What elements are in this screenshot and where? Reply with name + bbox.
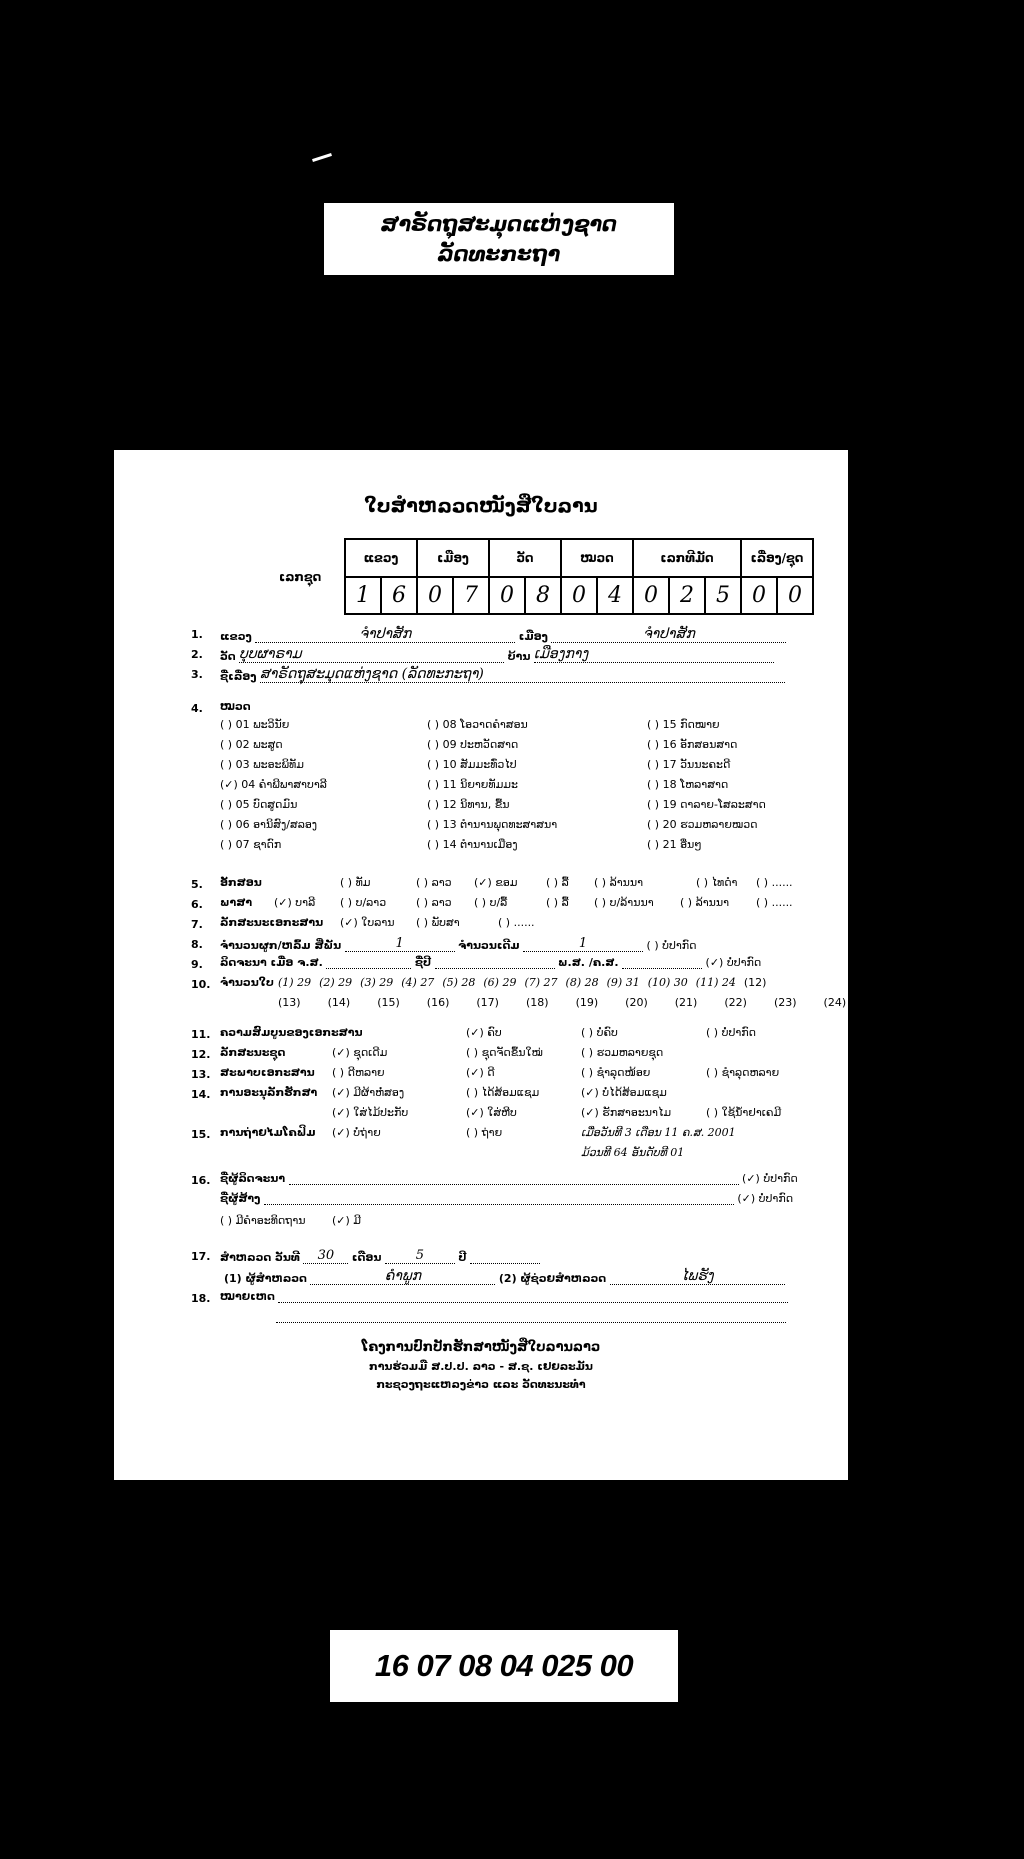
row-label: ຊື່ປີ xyxy=(414,956,432,969)
category-item: ( ) 09 ປະຫວັດສາດ xyxy=(427,738,519,751)
category-item: ( ) 01 ພະວິນັຍ xyxy=(220,718,290,731)
row-label: ຊື່ຜູ້ລິດຈະນາ xyxy=(220,1172,286,1185)
field-number: 13. xyxy=(191,1068,211,1081)
field-number: 18. xyxy=(191,1292,211,1305)
option: (✓) ບໍ່ໄດ້ສ້ອມແຊມ xyxy=(581,1086,667,1099)
field-number: 3. xyxy=(191,668,203,681)
field-number: 7. xyxy=(191,918,203,931)
row-label: ການອະນຸລັກຮັກສາ xyxy=(220,1086,318,1099)
microfilm-roll: ມ້ວນທີ 64 ອັນດັບທີ 01 xyxy=(581,1146,685,1159)
row-sponsor xyxy=(220,1192,793,1205)
page-count: (7) 27 xyxy=(524,976,558,989)
option: (✓) ມີ xyxy=(332,1214,362,1227)
top-title-line2: ລັດທະກະຖາ xyxy=(437,242,561,266)
field-number: 8. xyxy=(191,938,203,951)
page-slot: (20) xyxy=(625,996,648,1009)
option: ( ) ຖ່າຍ xyxy=(466,1126,503,1139)
code-digit: 6 xyxy=(381,577,417,614)
page-slot: (23) xyxy=(773,996,797,1009)
option: ( ) ບໍ່ປາກົດ xyxy=(646,939,697,952)
field-number: 5. xyxy=(191,878,203,891)
option: ( ) ໄດ້ສ້ອມແຊມ xyxy=(466,1086,540,1099)
category-item: ( ) 19 ດາລາຍ-ໂສລະສາດ xyxy=(647,798,766,811)
page-count: (9) 31 xyxy=(606,976,640,989)
row-label: ປີ xyxy=(458,1251,467,1264)
option: ( ) ບ/ລ້ານນາ xyxy=(594,896,654,909)
field-number: 12. xyxy=(191,1048,211,1061)
footer-line1: ໂຄງການປົກປັກຮັກສາໜັງສືໃບລານລາວ xyxy=(361,1340,601,1355)
row-label: (1) ຜູ້ສຳຫລວດ xyxy=(224,1272,307,1285)
page-count: (1) 29 xyxy=(278,976,312,989)
option: (✓) ດີ xyxy=(466,1066,495,1079)
code-header: ເມືອງ xyxy=(417,539,489,577)
field-value: ຈຳປາສັກ xyxy=(551,626,786,643)
category-item: ( ) 17 ວັນນະຄະດີ xyxy=(647,758,731,771)
page-slot: (24) xyxy=(823,996,847,1009)
row-written xyxy=(220,956,761,969)
row-label: ຈຳນວນເດີມ xyxy=(458,939,520,952)
row-label: ລິດຈະນາ ເມື່ອ ຈ.ສ. xyxy=(220,956,323,969)
top-title-label xyxy=(324,203,674,275)
remarks-line xyxy=(276,1310,786,1323)
field-number: 15. xyxy=(191,1128,211,1141)
option: ( ) ບ/ລື້ xyxy=(474,896,508,909)
category-item: ( ) 12 ນິທານ, ຂື້ນ xyxy=(427,798,510,811)
code-digit: 8 xyxy=(525,577,561,614)
microfilm-date: ເມື່ອວັນທີ 3 ເດືອນ 11 ຄ.ສ. 2001 xyxy=(581,1126,736,1139)
page-count: (11) 24 xyxy=(695,976,736,989)
code-header: ວັດ xyxy=(489,539,561,577)
code-digit: 0 xyxy=(489,577,525,614)
surveyor-name: ຄຳພູກ xyxy=(310,1268,495,1285)
page-slot: (14) xyxy=(327,996,351,1009)
category-item: ( ) 10 ສັມມະທົ່ວໄປ xyxy=(427,758,517,771)
option: ( ) ...... xyxy=(756,876,793,889)
code-digit: 0 xyxy=(741,577,777,614)
field-number: 2. xyxy=(191,648,203,661)
assistant-name: ໄພຮັງ xyxy=(610,1268,785,1285)
category-item: ( ) 14 ຕຳນານເມືອງ xyxy=(427,838,518,851)
option: ( ) ລາວ xyxy=(416,876,452,889)
option: ( ) ທັມ xyxy=(340,876,371,889)
category-item: ( ) 06 ອານິສົງ/ສລອງ xyxy=(220,818,318,831)
option: ( ) ...... xyxy=(756,896,793,909)
code-header: ແຂວງ xyxy=(345,539,417,577)
row-label: ໝາຍເຫດ xyxy=(220,1290,275,1303)
option: (✓) ບາລີ xyxy=(274,896,316,909)
page-count: (3) 29 xyxy=(360,976,394,989)
field-number: 17. xyxy=(191,1250,211,1263)
category-item: ( ) 08 ໂອວາດຄຳສອນ xyxy=(427,718,528,731)
field-title xyxy=(220,666,785,683)
field-temple xyxy=(220,646,774,663)
code-digit: 5 xyxy=(705,577,741,614)
page-count: (5) 28 xyxy=(442,976,476,989)
option: ( ) ລື້ xyxy=(546,896,569,909)
option: (✓) ບໍ່ປາກົດ xyxy=(705,956,762,969)
survey-form-sheet xyxy=(114,450,848,1480)
field-number: 10. xyxy=(191,978,211,991)
field-number: 11. xyxy=(191,1028,211,1041)
row-label: ເດືອນ xyxy=(351,1251,382,1264)
option: (✓) ຂອມ xyxy=(474,876,518,889)
page-count: (6) 29 xyxy=(483,976,517,989)
field-number: 1. xyxy=(191,628,203,641)
row-bundles xyxy=(220,936,697,952)
page-slot: (18) xyxy=(525,996,549,1009)
row-label: ສຳຫລວດ ວັນທີ xyxy=(220,1251,300,1264)
field-province xyxy=(220,626,786,643)
code-header: ເລື່ອງ/ຊຸດ xyxy=(741,539,813,577)
row-label: ລັກສະນະຊຸດ xyxy=(220,1046,286,1059)
field-label: ຊື່ເລື່ອງ xyxy=(220,670,257,683)
category-item: ( ) 11 ນິຍາຍທັມມະ xyxy=(427,778,518,791)
sheet-number-label: ເລກຊຸດ xyxy=(279,570,322,584)
row-label: ຈຳນວນໃບ xyxy=(220,976,274,989)
row-label: ພ.ສ. /ຄ.ສ. xyxy=(558,956,619,969)
option: (✓) ຄົບ xyxy=(466,1026,502,1039)
row-survey-date xyxy=(220,1248,540,1264)
code-digit: 0 xyxy=(417,577,453,614)
option: ( ) ໄທດຳ xyxy=(696,876,738,889)
row-label: ສະພາບເອກະສານ xyxy=(220,1066,315,1079)
page-slot: (16) xyxy=(426,996,450,1009)
option: ( ) ບໍ່ຄົບ xyxy=(581,1026,618,1039)
page-count: (10) 30 xyxy=(647,976,688,989)
form-title: ໃບສຳຫລວດໜັງສືໃບລານ xyxy=(364,495,598,517)
field-value: ຈຳປາສັກ xyxy=(255,626,515,643)
row-remarks xyxy=(220,1290,788,1303)
field-number: 14. xyxy=(191,1088,211,1101)
page-slot: (22) xyxy=(724,996,747,1009)
row-label: ພາສາ xyxy=(220,896,253,909)
code-digit: 0 xyxy=(561,577,597,614)
page-count: (8) 28 xyxy=(565,976,599,989)
survey-day: 30 xyxy=(303,1248,348,1264)
page-counts-2 xyxy=(278,996,846,1009)
option: (✓) ບໍ່ປາກົດ xyxy=(737,1192,794,1205)
footer-line3: ກະຊວງຖະແຫລງຂ່າວ ແລະ ວັດທະນະທຳ xyxy=(376,1378,586,1391)
option: ( ) ພັບສາ xyxy=(416,916,460,929)
category-item: ( ) 05 ບົດສູດມົນ xyxy=(220,798,298,811)
option: ( ) ລ້ານນາ xyxy=(680,896,730,909)
option: ( ) ຊຳລຸດໜ້ອຍ xyxy=(581,1066,651,1079)
category-item: ( ) 07 ຊາດົກ xyxy=(220,838,282,851)
option: ( ) ຊຸດຈັດຂຶ້ນໃໝ່ xyxy=(466,1046,543,1059)
category-item: ( ) 16 ອັກສອນສາດ xyxy=(647,738,738,751)
row-label: ລັກສະນະເອກະສານ xyxy=(220,916,324,929)
field-number: 6. xyxy=(191,898,203,911)
option: (✓) ຊຸດເດີມ xyxy=(332,1046,388,1059)
option: ( ) ບໍ່ປາກົດ xyxy=(706,1026,756,1039)
option: ( ) ຊຳລຸດຫລາຍ xyxy=(706,1066,780,1079)
category-item: ( ) 18 ໂຫລາສາດ xyxy=(647,778,729,791)
option: ( ) ລື້ xyxy=(546,876,569,889)
option: (✓) ບໍ່ຖ່າຍ xyxy=(332,1126,381,1139)
category-label: ໝວດ xyxy=(220,700,251,713)
option: (✓) ຮັກສາອະນາໄມ xyxy=(581,1106,672,1119)
category-item: ( ) 20 ຮວມຫລາຍໝວດ xyxy=(647,818,758,831)
row-scribe xyxy=(220,1172,798,1185)
page-slot: (15) xyxy=(377,996,400,1009)
code-digit: 0 xyxy=(777,577,813,614)
field-number: 4. xyxy=(191,702,203,715)
bottom-code-label xyxy=(330,1630,678,1702)
option: (✓) ໃບລານ xyxy=(340,916,395,929)
row-label: (2) ຜູ້ຊ່ວຍສຳຫລວດ xyxy=(498,1272,607,1285)
option: (✓) ມີຜ້າຫໍ່ສອງ xyxy=(332,1086,405,1099)
original-count: 1 xyxy=(523,936,643,952)
code-digit: 0 xyxy=(633,577,669,614)
page-count: (12) xyxy=(743,976,767,989)
option: ( ) ຮວມຫລາຍຊຸດ xyxy=(581,1046,664,1059)
option: (✓) ບໍ່ປາກົດ xyxy=(742,1172,798,1185)
category-item: ( ) 02 ພະສູດ xyxy=(220,738,283,751)
category-item: ( ) 21 ອື່ນໆ xyxy=(647,838,702,851)
page-slot: (21) xyxy=(674,996,698,1009)
option: ( ) ລາວ xyxy=(416,896,452,909)
code-digit: 1 xyxy=(345,577,381,614)
field-value: ເມືອງກາງ xyxy=(534,646,774,663)
field-value: ສາຣັດຖຸສະມຸດແຫ່ງຊາດ (ລັດທະກະຖາ) xyxy=(260,666,785,683)
page-slot: (17) xyxy=(476,996,499,1009)
category-item: (✓) 04 ຄຳພີພາສາບາລີ xyxy=(220,778,327,791)
page-counts xyxy=(278,976,766,989)
category-item: ( ) 03 ພະອະພິທັມ xyxy=(220,758,304,771)
code-header: ໝວດ xyxy=(561,539,633,577)
page-count: (2) 29 xyxy=(319,976,353,989)
option: ( ) ບ/ລາວ xyxy=(340,896,387,909)
category-item: ( ) 13 ຕຳນານພຸດທະສາສນາ xyxy=(427,818,558,831)
field-label: ເມືອງ xyxy=(518,630,548,643)
bottom-code: 16 07 08 04 025 00 xyxy=(374,1648,634,1683)
footer-line2: ການຮ່ວມມື ສ.ປ.ປ. ລາວ - ສ.ຊ. ເຢຍລະມັນ xyxy=(369,1360,593,1373)
category-item: ( ) 15 ກົດໝາຍ xyxy=(647,718,720,731)
field-number: 9. xyxy=(191,958,203,971)
code-header: ເລກທີມັດ xyxy=(633,539,741,577)
page-slot: (19) xyxy=(575,996,599,1009)
code-digit: 4 xyxy=(597,577,633,614)
page-slot: (13) xyxy=(278,996,301,1009)
code-digit: 7 xyxy=(453,577,489,614)
bundle-count: 1 xyxy=(345,936,455,952)
top-title-line1: ສາຣັດຖຸສະມຸດແຫ່ງຊາດ xyxy=(381,212,617,236)
scan-mark xyxy=(312,153,332,162)
option: (✓) ໃສ່ຫີບ xyxy=(466,1106,517,1119)
row-surveyors xyxy=(224,1268,785,1285)
option: ( ) ໃຊ້ນ້ຳຢາເຄມີ xyxy=(706,1106,782,1119)
field-label: ແຂວງ xyxy=(220,630,252,643)
row-label: ຈຳນວນຜູກ/ຫລົ້ມ ສີ່ພັນ xyxy=(220,939,342,952)
option: ( ) ...... xyxy=(498,916,535,929)
code-table xyxy=(344,538,814,615)
row-label: ອັກສອນ xyxy=(220,876,262,889)
survey-month: 5 xyxy=(385,1248,455,1264)
option: ( ) ມີຄຳອະທິດຖານ xyxy=(220,1214,306,1227)
option: (✓) ໃສ່ໄມ້ປະກັບ xyxy=(332,1106,409,1119)
option: ( ) ດີຫລາຍ xyxy=(332,1066,385,1079)
option: ( ) ລ້ານນາ xyxy=(594,876,644,889)
field-label: ວັດ xyxy=(220,650,236,663)
code-digit: 2 xyxy=(669,577,705,614)
field-value: ບຸບຜາຣາມ xyxy=(239,646,504,663)
field-label: ບ້ານ xyxy=(507,650,531,663)
row-label: ຊື່ຜູ້ສ້າງ xyxy=(220,1192,261,1205)
field-number: 16. xyxy=(191,1174,211,1187)
row-label: ການຖ່າຍໄມໂຄຟິມ xyxy=(220,1126,316,1139)
page-count: (4) 27 xyxy=(401,976,435,989)
row-label: ຄວາມສົມບູນຂອງເອກະສານ xyxy=(220,1026,363,1039)
